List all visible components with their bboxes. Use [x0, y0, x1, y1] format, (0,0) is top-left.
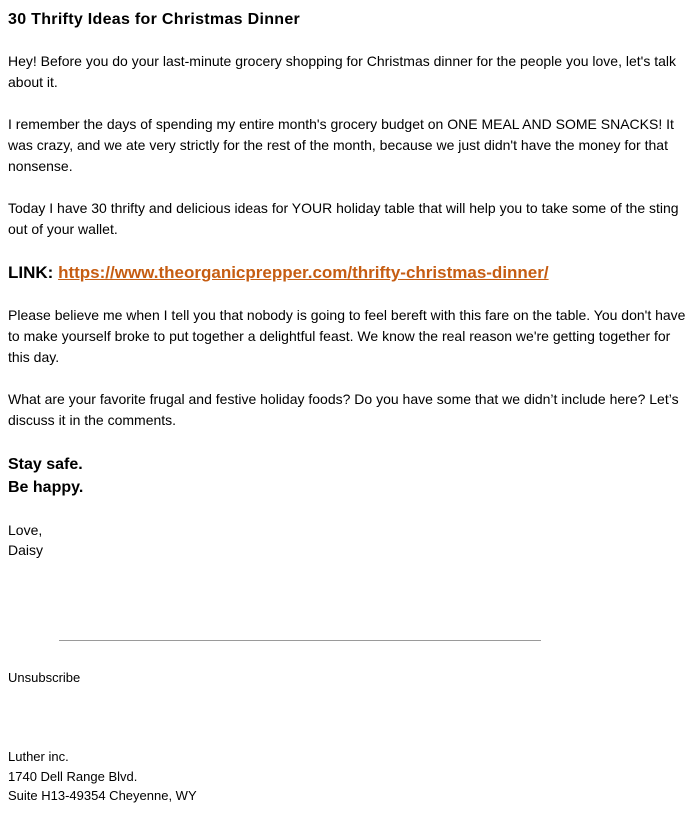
address-line-2: Suite H13-49354 Cheyenne, WY — [8, 788, 197, 803]
company-name: Luther inc. — [8, 749, 69, 764]
closing-name: Daisy — [8, 542, 44, 558]
memory-paragraph: I remember the days of spending my entire month's grocery budget on ONE MEAL AND SOME SNACKS! It was crazy, and we ate very strictly for the rest of the month, because we just didn't have the money for that nonsense. — [8, 116, 674, 174]
footer-address — [8, 747, 197, 806]
footer-divider — [59, 640, 541, 641]
address-line-1: 1740 Dell Range Blvd. — [8, 768, 138, 784]
signoff-be-happy: Be happy. — [8, 479, 84, 496]
question-paragraph: What are your favorite frugal and festive holiday foods? Do you have some that we didn’t include here? Let’s discuss it in the comments. — [8, 391, 679, 428]
email-title: 30 Thrifty Ideas for Christmas Dinner — [8, 11, 301, 28]
intro-paragraph: Hey! Before you do your last-minute grocery shopping for Christmas dinner for the people you love, let's talk about it. — [8, 53, 677, 90]
closing-salutation: Love, — [8, 522, 43, 538]
link-label: LINK: — [8, 263, 54, 282]
signoff-stay-safe: Stay safe. — [8, 456, 83, 473]
link-line — [8, 262, 549, 284]
article-link[interactable]: https://www.theorganicprepper.com/thrifty-christmas-dinner/ — [58, 263, 549, 282]
reassurance-paragraph: Please believe me when I tell you that nobody is going to feel bereft with this fare on the table. You don't have to make yourself broke to put together a delightful feast. We know the real reason we're getting together for this day. — [8, 307, 686, 365]
ideas-paragraph: Today I have 30 thrifty and delicious ideas for YOUR holiday table that will help you to take some of the sting out of your wallet. — [8, 200, 679, 237]
unsubscribe-link[interactable]: Unsubscribe — [8, 670, 81, 685]
